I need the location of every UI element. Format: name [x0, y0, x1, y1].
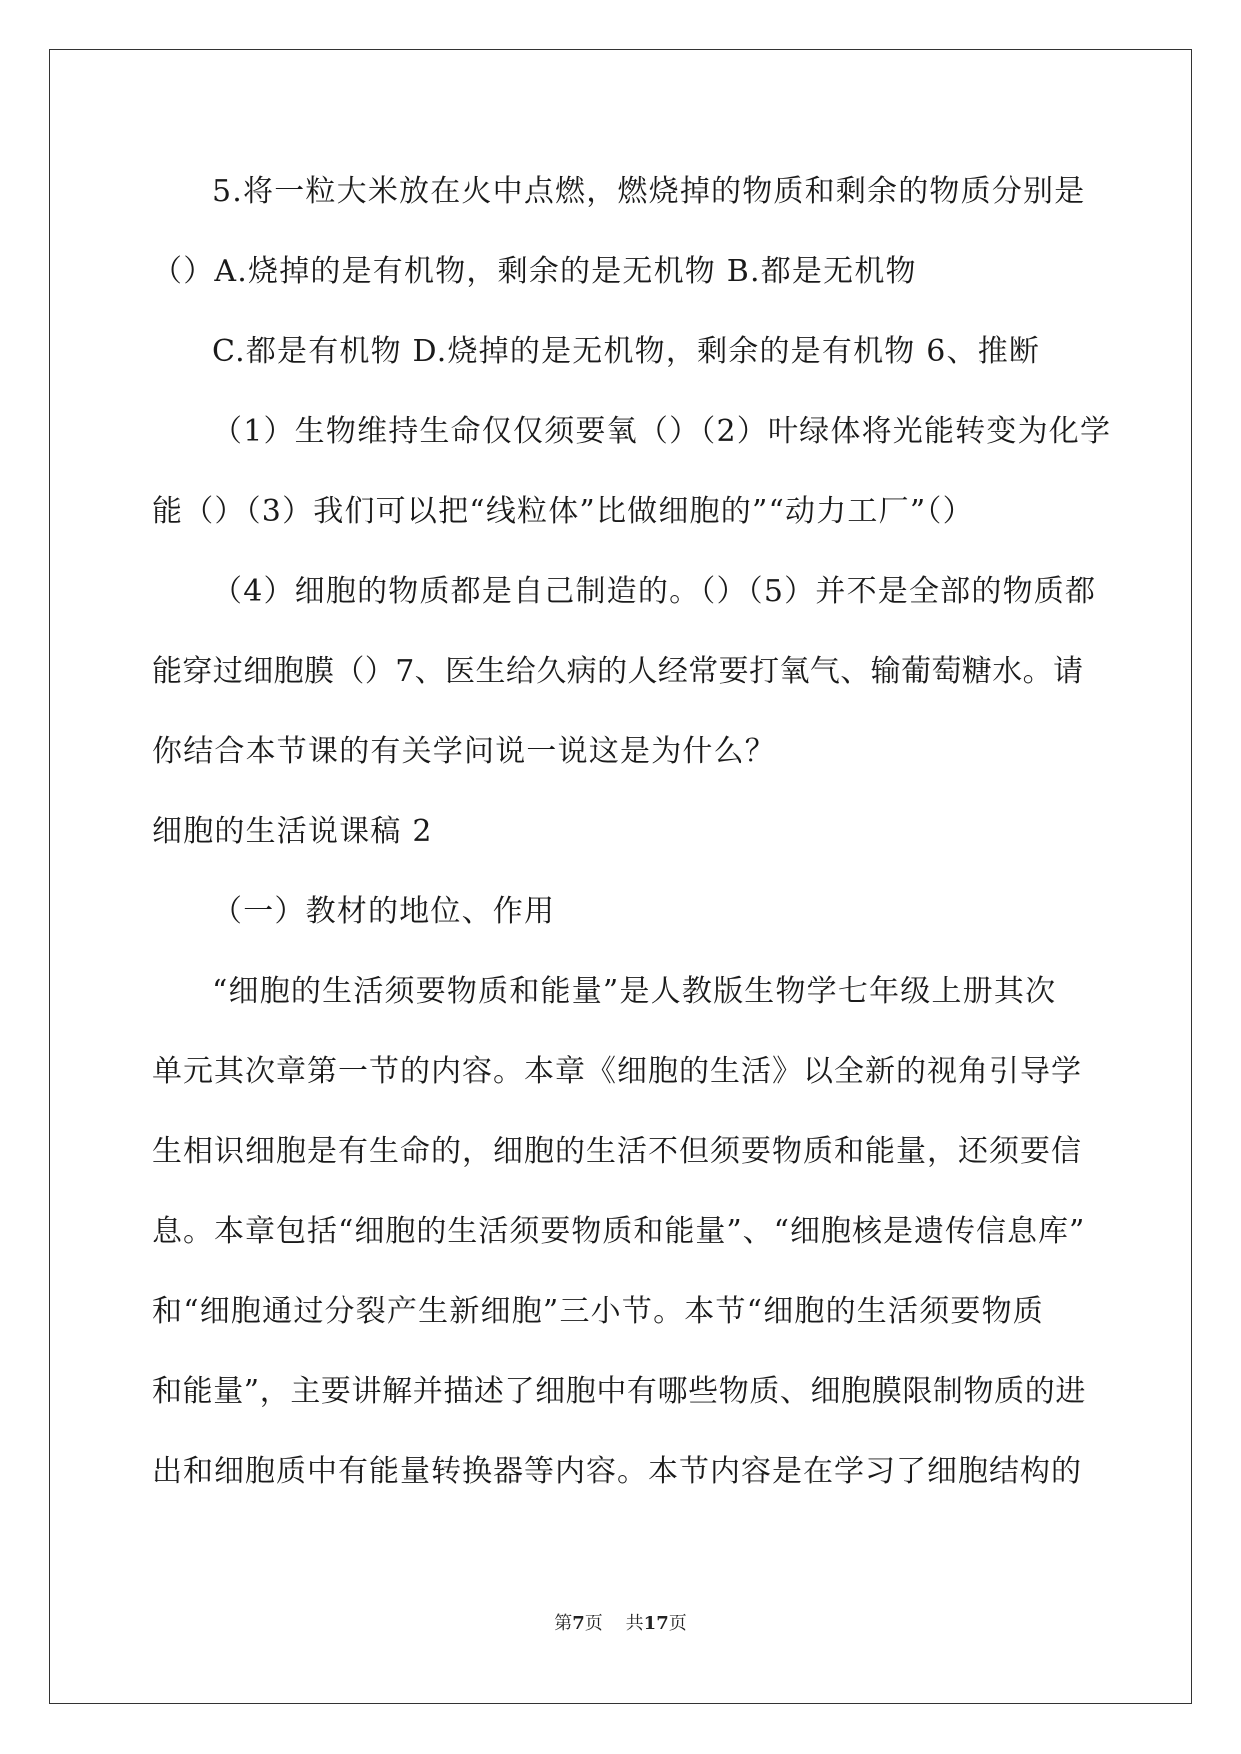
- footer-total-pages: 17: [643, 1613, 669, 1634]
- question-6-line-1: （1）生物维持生命仅仅须要氧（）（2）叶绿体将光能转变为化学: [212, 414, 1112, 449]
- subsection-heading: （一）教材的地位、作用: [212, 894, 556, 929]
- question-6-line-3: （4）细胞的物质都是自己制造的。（）（5）并不是全部的物质都: [212, 574, 1097, 609]
- question-7-line-1: 能穿过细胞膜（）7、医生给久病的人经常要打氧气、输葡萄糖水。请: [152, 654, 1084, 689]
- paragraph-line: 和能量”，主要讲解并描述了细胞中有哪些物质、细胞膜限制物质的进: [152, 1374, 1086, 1409]
- page-footer: [0, 1612, 1241, 1636]
- footer-page-suffix: 页: [584, 1613, 603, 1634]
- footer-total-suffix: 页: [668, 1613, 687, 1634]
- question-7-line-2: 你结合本节课的有关学问说一说这是为什么？: [152, 734, 776, 769]
- question-5-line-1: 5.将一粒大米放在火中点燃，燃烧掉的物质和剩余的物质分别是: [212, 174, 1086, 209]
- question-5-line-2: （）A.烧掉的是有机物，剩余的是无机物 B.都是无机物: [152, 254, 917, 289]
- paragraph-line: 生相识细胞是有生命的，细胞的生活不但须要物质和能量，还须要信: [152, 1134, 1082, 1169]
- section-heading: 细胞的生活说课稿 2: [152, 814, 433, 849]
- paragraph-line: 单元其次章第一节的内容。本章《细胞的生活》以全新的视角引导学: [152, 1054, 1082, 1089]
- footer-total-prefix: 共: [625, 1613, 644, 1634]
- footer-page-prefix: 第: [554, 1613, 573, 1634]
- paragraph-line: “细胞的生活须要物质和能量”是人教版生物学七年级上册其次: [212, 974, 1057, 1009]
- paragraph-line: 息。本章包括“细胞的生活须要物质和能量”、“细胞核是遗传信息库”: [152, 1214, 1086, 1249]
- question-5-line-3: C.都是有机物 D.烧掉的是无机物，剩余的是有机物 6、推断: [212, 334, 1041, 369]
- footer-current-page: 7: [572, 1613, 585, 1634]
- paragraph-line: 出和细胞质中有能量转换器等内容。本节内容是在学习了细胞结构的: [152, 1454, 1082, 1489]
- question-6-line-2: 能（）（3）我们可以把“线粒体”比做细胞的”“动力工厂”（）: [152, 494, 974, 529]
- paragraph-line: 和“细胞通过分裂产生新细胞”三小节。本节“细胞的生活须要物质: [152, 1294, 1045, 1329]
